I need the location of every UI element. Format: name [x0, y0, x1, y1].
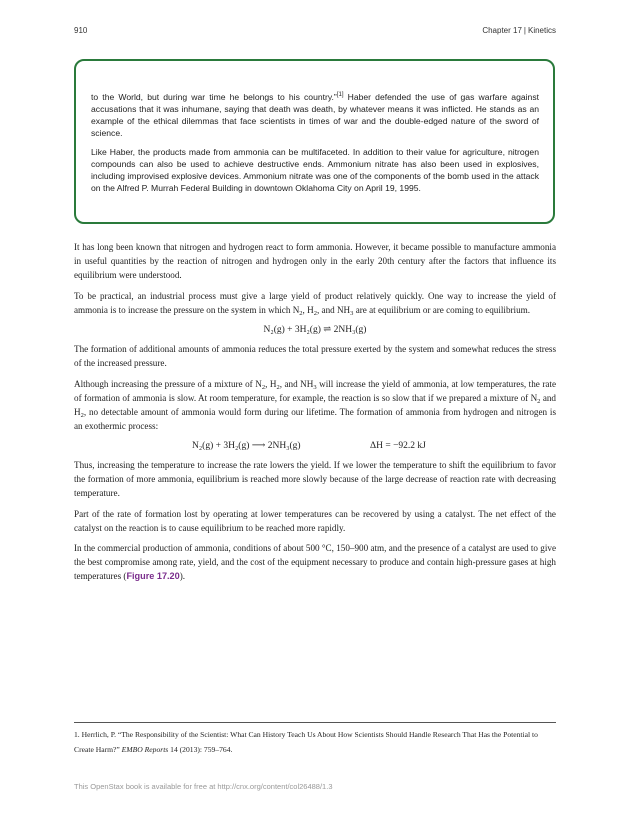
chapter-title: Kinetics — [527, 26, 556, 35]
equilibrium-equation: N₂(g) + 3H₂(g) ⇌ 2NH₃(g) — [263, 325, 367, 335]
feature-paragraph-1 — [91, 89, 539, 140]
main-content — [74, 240, 556, 590]
header-separator: | — [523, 26, 526, 35]
chapter-header — [482, 26, 556, 35]
body-paragraph-3: The formation of additional amounts of ammonia reduces the total pressure exerted by the system and somewhat reduces the stress of the increased pressure. — [74, 344, 556, 368]
enthalpy-value: ΔH = −92.2 kJ — [370, 441, 426, 451]
feature-paragraph-2: Like Haber, the products made from ammonia can be multifaceted. In addition to their value for agriculture, nitrogen compounds can also be used to achieve destructive ends. Ammonium nitrate has also been used in explosives, including improvised explosive devices. Ammonium nitrate was one of the components of the bomb used in the attack on the Alfred P. Murrah Federal Building in downtown Oklahoma City on April 19, 1995. — [91, 146, 539, 194]
feature-p1-rest: Haber defended the use of gas warfare against accusations that it was inhumane, saying that death was death, by whatever means it was inflicted. He stands as an example of the ethical dilemmas that face scientists in times of war and the double-edged nature of the sword of science. — [91, 91, 540, 139]
feature-box — [74, 59, 555, 224]
footnote: 1. Herrlich, P. “The Responsibility of the Scientist: What Can History Teach Us About How Scientists Should Handle Research That Has the Potential to Create Harm?” EMBO Reports 14 (2013): 759–764. — [74, 730, 538, 754]
footnote-ref[interactable]: [1] — [336, 92, 344, 98]
figure-link[interactable]: Figure 17.20 — [126, 571, 180, 581]
body-paragraph-5: Thus, increasing the temperature to increase the rate lowers the yield. If we lower the temperature to shift the equilibrium to favor the formation of more ammonia, equilibrium is reached more slowly because of the large decrease of reaction rate with decreasing temperature. — [74, 460, 556, 498]
body-paragraph-4: Although increasing the pressure of a mixture of $N_2$, $H_2$, and $NH_3$ will increase the yield of ammonia, at low temperatures, the rate of formation of ammonia is slow. At room temperature, for example, the reaction is so slow that if we prepared a mixture of $N_2$ and $H_2$, no detectable amount of ammonia would form during our lifetime. The formation of ammonia from hydrogen and nitrogen is an exothermic process: — [74, 378, 557, 431]
body-paragraph-1: It has long been known that nitrogen and hydrogen react to form ammonia. However, it became possible to manufacture ammonia in useful quantities by the reaction of nitrogen and hydrogen only in the early 20th century after the factors that influence its equilibrium were understood. — [74, 242, 556, 280]
body-paragraph-2: To be practical, an industrial process must give a large yield of product relatively quickly. One way to increase the yield of ammonia is to increase the pressure on the system in which $N_2$, $H_2$, and $NH_3$ are at equilibrium or are coming to equilibrium. — [74, 290, 556, 317]
feature-p1-start: to the World, but during war time he belongs to his country.” — [91, 91, 337, 102]
chapter-label: Chapter 17 — [482, 26, 522, 35]
journal-title: EMBO Reports — [121, 744, 169, 754]
exothermic-equation — [74, 439, 556, 453]
reaction-text: N₂(g) + 3H₂(g) ⟶ 2NH₃(g) — [192, 441, 301, 451]
footer-availability: This OpenStax book is available for free at http://cnx.org/content/col26488/1.3 — [74, 782, 333, 791]
footnote-divider — [74, 722, 556, 723]
page-number: 910 — [74, 26, 88, 35]
body-paragraph-6: Part of the rate of formation lost by operating at lower temperatures can be recovered by using a catalyst. The net effect of the catalyst on the reaction is to cause equilibrium to be reached more rapidly. — [74, 508, 556, 533]
body-paragraph-7: In the commercial production of ammonia, conditions of about 500 °C, 150–900 atm, and the presence of a catalyst are used to give the best compromise among rate, yield, and the cost of the equipment necessary to produce and contain high-pressure gases at high temperatures (Figure 17.20). — [74, 543, 556, 581]
